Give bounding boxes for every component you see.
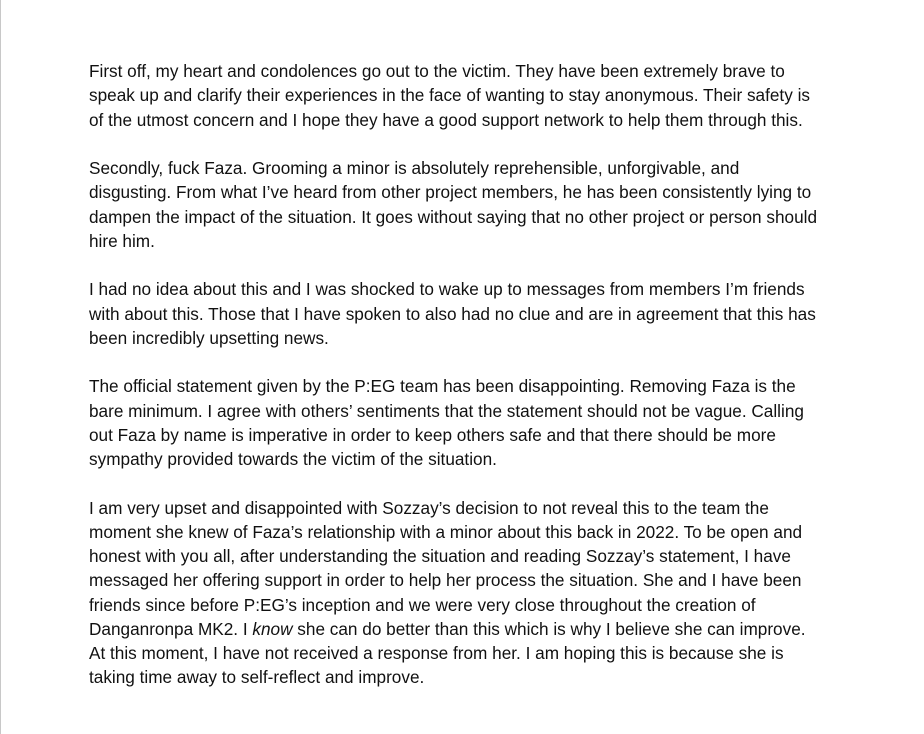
emphasized-word: know xyxy=(252,618,293,639)
document-body xyxy=(89,59,824,690)
paragraph-official-statement: The official statement given by the P:EG team has been disappointing. Removing Faza is the bare minimum. I agree with others’ sentiments that the statement should not be vague. Calling out Faza by name is imperative in order to keep others safe and that there should be more sympathy provided towards the victim of the situation. xyxy=(89,376,804,469)
page-edge xyxy=(0,0,1,734)
paragraph-condolences: First off, my heart and condolences go out to the victim. They have been extremely brave to speak up and clarify their experiences in the face of wanting to stay anonymous. Their safety is of the utmost concern and I hope they have a good support network to help them through this. xyxy=(89,61,810,130)
paragraph-sozzay-part-1: I am very upset and disappointed with Sozzay’s decision to not reveal this to the team the moment she knew of Faza’s relationship with a minor about this back in 2022. To be open and honest with you all, after understanding the situation and reading Sozzay’s statement, I have messaged her offering support in order to help her process the situation. She and I have been friends since before P:EG’s inception and we were very close throughout the creation of Danganronpa MK2. I xyxy=(89,497,803,639)
paragraph-sozzay xyxy=(89,496,824,690)
paragraph-faza: Secondly, fuck Faza. Grooming a minor is absolutely reprehensible, unforgivable, and disgusting. From what I’ve heard from other project members, he has been consistently lying to dampen the impact of the situation. It goes without saying that no other project or person should hire him. xyxy=(89,158,818,251)
paragraph-no-idea: I had no idea about this and I was shocked to wake up to messages from members I’m friends with about this. Those that I have spoken to also had no clue and are in agreement that this has been incredibly upsetting news. xyxy=(89,279,816,348)
paragraph-sozzay-part-2: she can do better than this which is why I believe she can improve. At this moment, I have not received a response from her. I am hoping this is because she is taking time away to self-reflect and improve. xyxy=(89,618,806,688)
